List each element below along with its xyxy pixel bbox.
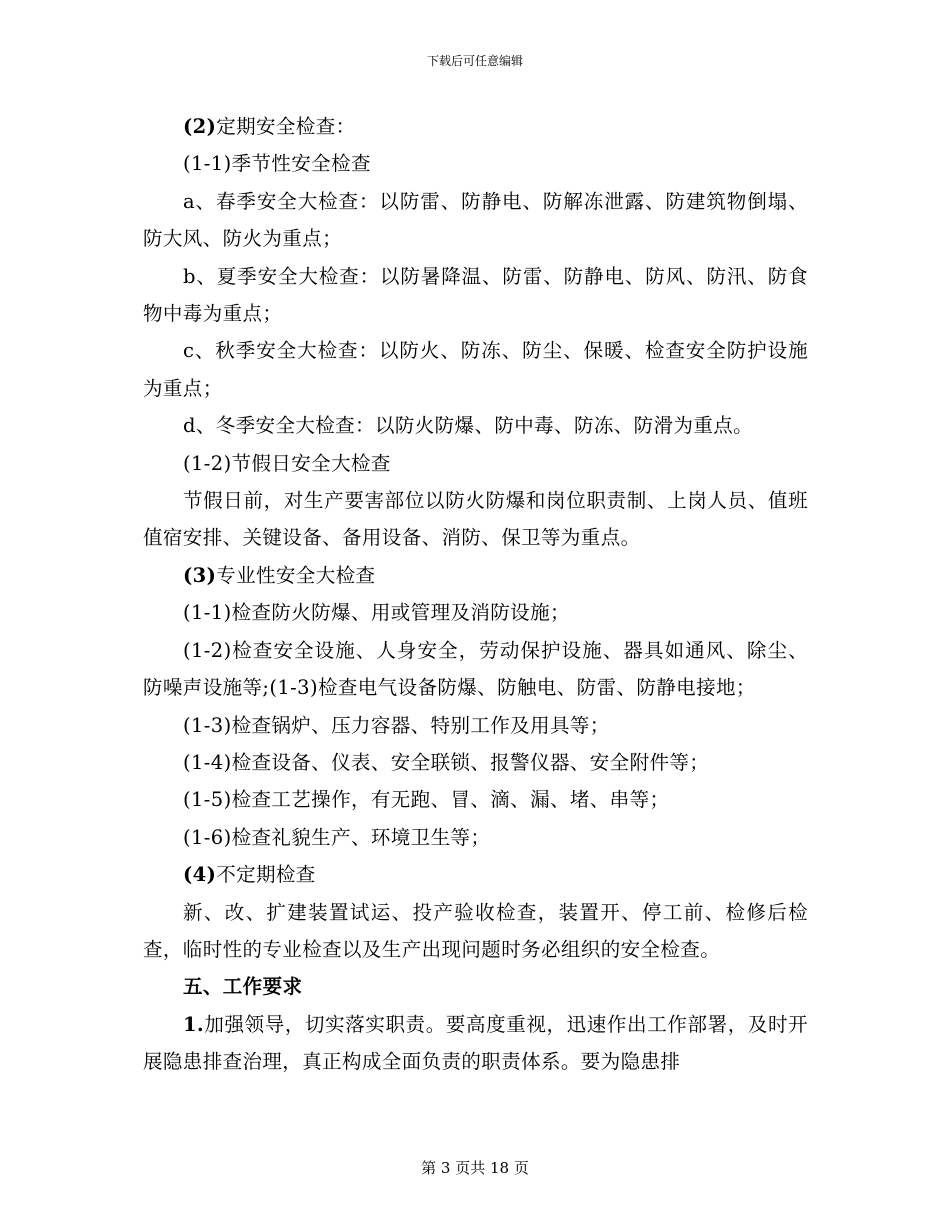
document-body (143, 108, 808, 1081)
paragraph: (1-1)检查防火防爆、用或管理及消防设施； (182, 601, 570, 625)
paragraph: a、春季安全大检查：以防雷、防静电、防解冻泄露、防建筑物倒塌、防大风、防火为重点； (143, 189, 808, 251)
paragraph: 节假日前，对生产要害部位以防火防爆和岗位职责制、上岗人员、值班值宿安排、关键设备、备用设备、消防、保卫等为重点。 (143, 489, 808, 550)
section-number: (3) (182, 563, 217, 587)
section-title: 定期安全检查： (216, 115, 356, 138)
paragraph: 新、改、扩建装置试运、投产验收检查，装置开、停工前、检修后检查，临时性的专业检查以及生产出现问题时务必组织的安全检查。 (143, 900, 808, 961)
paragraph: (1-6)检查礼貌生产、环境卫生等； (182, 825, 491, 849)
paragraph-text: 加强领导，切实落实职责。要高度重视，迅速作出工作部署，及时开展隐患排查治理，真正构成全面负责的职责体系。要为隐患排 (143, 1012, 808, 1074)
paragraph: (1-1)季节性安全检查 (182, 152, 371, 176)
paragraph: (1-5)检查工艺操作，有无跑、冒、滴、漏、堵、串等； (182, 788, 670, 812)
page-footer: 第 3 页共 18 页 (421, 1159, 529, 1177)
paragraph: (1-3)检查锅炉、压力容器、特别工作及用具等； (182, 713, 610, 737)
section-number: (2) (182, 115, 217, 138)
section-heading: 五、工作要求 (182, 975, 303, 999)
paragraph: (1-2)节假日安全大检查 (182, 451, 391, 475)
section-title: 专业性安全大检查 (216, 563, 376, 587)
section-number: (4) (182, 863, 217, 887)
paragraph (143, 108, 808, 145)
section-title: 不定期检查 (216, 863, 316, 887)
paragraph: d、冬季安全大检查：以防火防爆、防中毒、防冻、防滑为重点。 (182, 414, 754, 438)
paragraph: (1-2)检查安全设施、人身安全，劳动保护设施、器具如通风、除尘、防噪声设施等;(1-3)检查电气设备防爆、防触电、防雷、防静电接地； (143, 638, 808, 700)
paragraph (143, 557, 808, 594)
paragraph (143, 1006, 808, 1081)
paragraph (143, 856, 808, 893)
paragraph: b、夏季安全大检查：以防暑降温、防雷、防静电、防风、防汛、防食物中毒为重点； (143, 264, 808, 326)
paragraph: c、秋季安全大检查：以防火、防冻、防尘、保暖、检查安全防护设施为重点； (143, 339, 808, 400)
page-header: 下载后可任意编辑 (426, 54, 523, 68)
paragraph: (1-4)检查设备、仪表、安全联锁、报警仪器、安全附件等； (182, 750, 710, 774)
section-number: 1. (182, 1012, 205, 1036)
